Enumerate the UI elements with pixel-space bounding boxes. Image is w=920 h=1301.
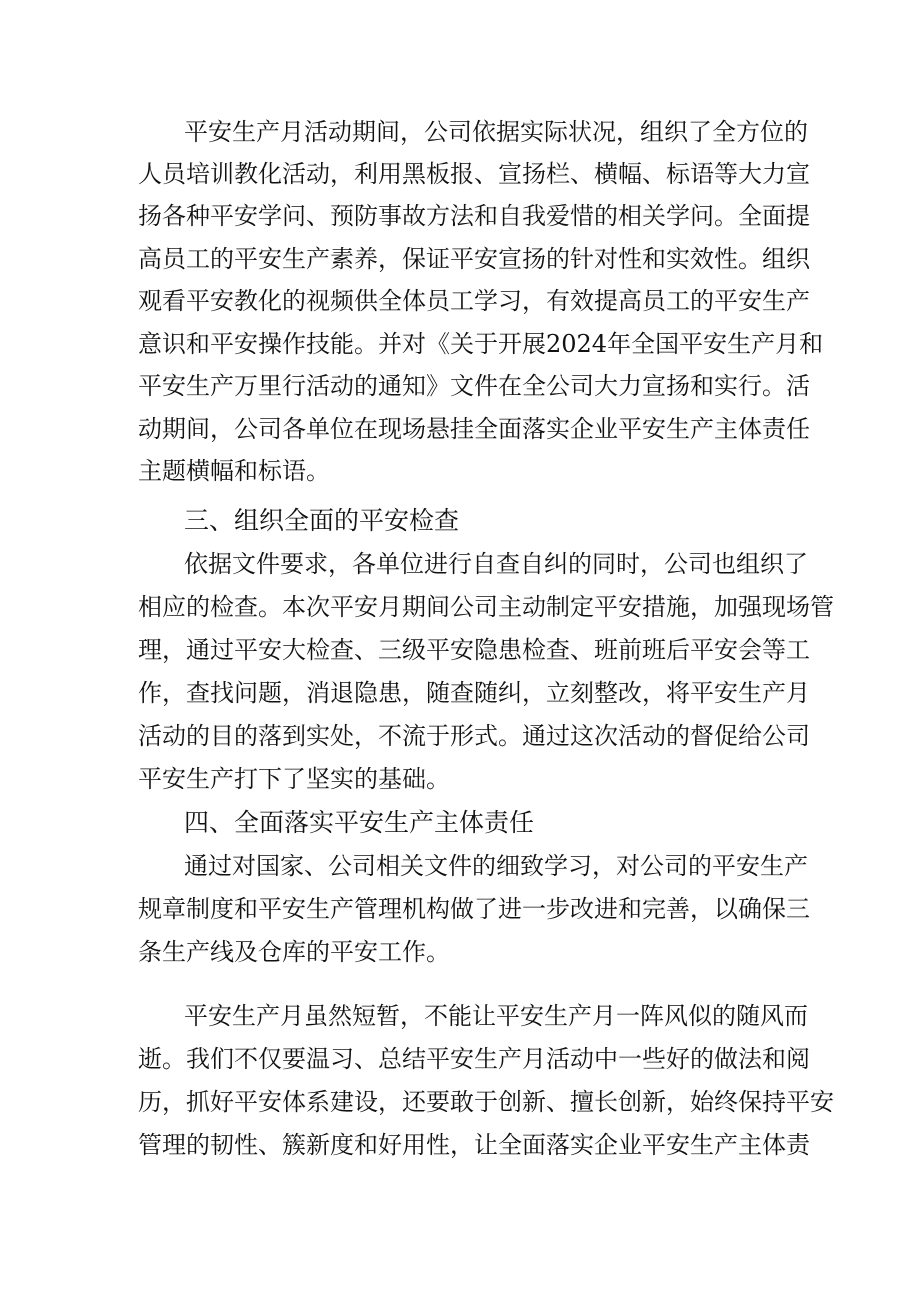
paragraph-2-line-5: 活动的目的落到实处，不流于形式。通过这次活动的督促给公司 xyxy=(138,722,810,750)
paragraph-3-line-1: 通过对国家、公司相关文件的细致学习，对公司的平安生产 xyxy=(184,852,808,880)
paragraph-1-line-6: 意识和平安操作技能。并对《关于开展2024年全国平安生产月和 xyxy=(138,330,824,358)
paragraph-1-line-9: 主题横幅和标语。 xyxy=(138,457,330,485)
paragraph-1-line-2: 人员培训教化活动，利用黑板报、宣扬栏、横幅、标语等大力宣 xyxy=(138,160,810,188)
paragraph-1-line-8: 动期间，公司各单位在现场悬挂全面落实企业平安生产主体责任 xyxy=(138,415,810,443)
paragraph-3-line-3: 条生产线及仓库的平安工作。 xyxy=(138,938,450,966)
paragraph-2-line-4: 作，查找问题，消退隐患，随查随纠，立刻整改，将平安生产月 xyxy=(138,679,810,707)
paragraph-2-line-3: 理，通过平安大检查、三级平安隐患检查、班前班后平安会等工 xyxy=(138,636,810,664)
section-heading-3: 三、组织全面的平安检查 xyxy=(184,506,460,535)
paragraph-4-line-2: 逝。我们不仅要温习、总结平安生产月活动中一些好的做法和阅 xyxy=(138,1045,810,1073)
section-heading-4: 四、全面落实平安生产主体责任 xyxy=(184,808,535,837)
paragraph-2-line-6: 平安生产打下了坚实的基础。 xyxy=(138,765,450,793)
paragraph-4-line-1: 平安生产月虽然短暂，不能让平安生产月一阵风似的随风而 xyxy=(184,1002,808,1030)
paragraph-2-line-1: 依据文件要求，各单位进行自查自纠的同时，公司也组织了 xyxy=(184,550,808,578)
paragraph-1-line-7: 平安生产万里行活动的通知》文件在全公司大力宣扬和实行。活 xyxy=(138,372,810,400)
paragraph-3-line-2: 规章制度和平安生产管理机构做了进一步改进和完善，以确保三 xyxy=(138,895,810,923)
paragraph-1-line-3: 扬各种平安学问、预防事故方法和自我爱惜的相关学问。全面提 xyxy=(138,202,810,230)
paragraph-1-line-5: 观看平安教化的视频供全体员工学习，有效提高员工的平安生产 xyxy=(138,287,810,315)
paragraph-1-line-1: 平安生产月活动期间，公司依据实际状况，组织了全方位的 xyxy=(184,118,808,146)
paragraph-1-line-4: 高员工的平安生产素养，保证平安宣扬的针对性和实效性。组织 xyxy=(138,245,810,273)
paragraph-4-line-4: 管理的韧性、簇新度和好用性，让全面落实企业平安生产主体责 xyxy=(138,1131,810,1159)
paragraph-2-line-2: 相应的检查。本次平安月期间公司主动制定平安措施，加强现场管 xyxy=(138,593,834,621)
paragraph-4-line-3: 历，抓好平安体系建设，还要敢于创新、擅长创新，始终保持平安 xyxy=(138,1088,834,1116)
